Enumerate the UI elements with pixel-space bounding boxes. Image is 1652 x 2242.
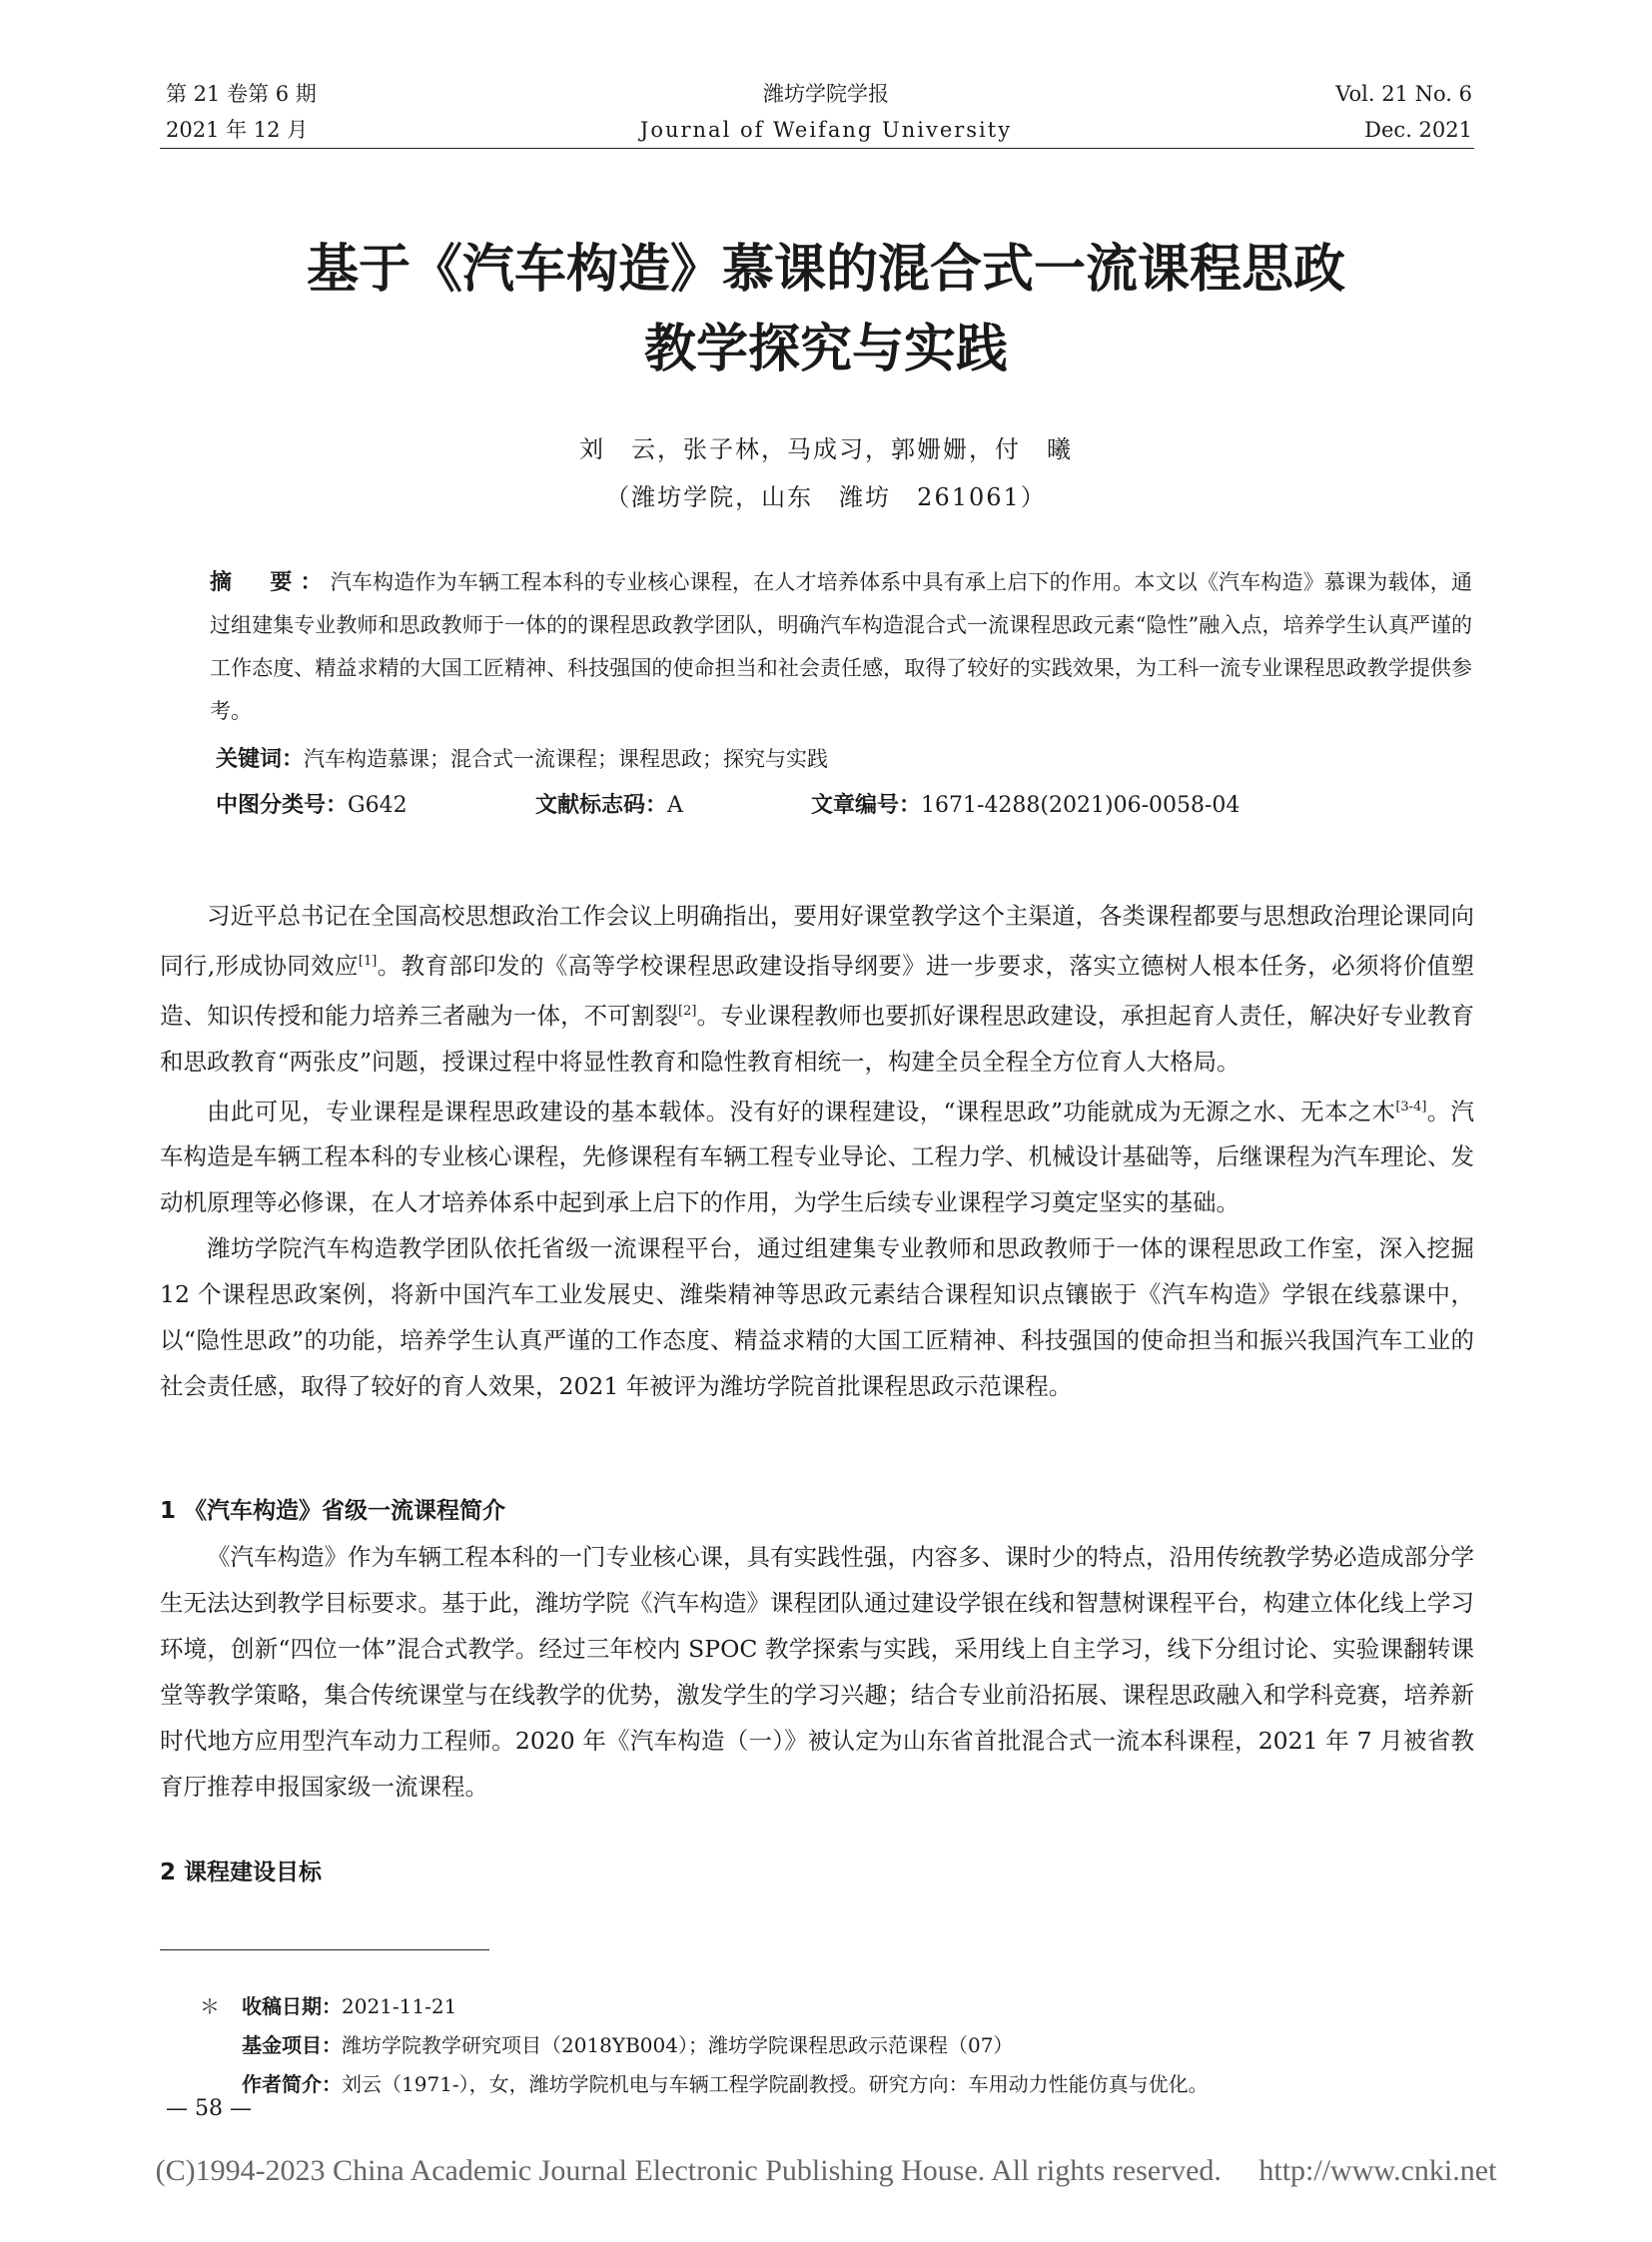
author-label: 作者简介：	[242, 2072, 342, 2096]
body-section-1	[160, 1534, 1474, 1810]
article-label: 文章编号：	[811, 793, 922, 818]
paragraph-2-b: 。汽车构造是车辆工程本科的专业核心课程，先修课程有车辆工程专业导论、工程力学、机械设计基础等，后继课程为汽车理论、发动机原理等必修课，在人才培养体系中起到承上启下的作用，为学生后续专业课程学习奠定坚实的基础。	[160, 1097, 1475, 1217]
keywords-label: 关键词：	[216, 747, 305, 772]
title-line-2: 教学探究与实践	[643, 320, 1008, 379]
journal-name-cn: 潍坊学院学报	[763, 82, 889, 106]
clc-value: G642	[348, 793, 408, 818]
classification-line	[216, 786, 1474, 826]
copyright-watermark: (C)1994-2023 China Academic Journal Electronic Publishing House. All rights reserved. http://www.cnki.net	[155, 2154, 1497, 2187]
section-1-heading: 1 《汽车构造》省级一流课程简介	[160, 1498, 506, 1524]
abstract	[210, 561, 1472, 733]
title-line-1: 基于《汽车构造》慕课的混合式一流课程思政	[306, 240, 1345, 300]
paragraph-1-b: 。教育部印发的《高等学校课程思政建设指导纲要》进一步要求，落实立德树人根本任务，必须将价值塑造、知识传授和能力培养三者融为一体，不可割裂	[160, 951, 1474, 1030]
citation-2: [2]	[678, 1003, 697, 1019]
abstract-text: 汽车构造作为车辆工程本科的专业核心课程，在人才培养体系中具有承上启下的作用。本文以《汽车构造》慕课为载体，通过组建集专业教师和思政教师于一体的的课程思政教学团队，明确汽车构造混合式一流课程思政元素“隐性”融入点，培养学生认真严谨的工作态度、精益求精的大国工匠精神、科技强国的使命担当和社会责任感，取得了较好的实践效果，为工科一流专业课程思政教学提供参考。	[210, 570, 1472, 723]
footnote-received	[200, 1987, 1474, 2026]
fund-label: 基金项目：	[242, 2033, 342, 2057]
document-code	[535, 786, 811, 826]
keywords	[216, 739, 1472, 780]
clc-label: 中图分类号：	[216, 793, 349, 818]
received-label: 收稿日期：	[242, 1994, 342, 2018]
doc-label: 文献标志码：	[535, 793, 668, 818]
clc-code	[216, 786, 535, 826]
footnote-rule	[160, 1949, 489, 1950]
issue-date-en: Dec. 2021	[1364, 118, 1472, 142]
paragraph-2	[160, 1085, 1474, 1226]
citation-3-4: [3-4]	[1395, 1099, 1427, 1115]
body-intro	[160, 893, 1474, 1409]
issue-date: 2021 年 12 月	[166, 118, 309, 142]
paragraph-1	[160, 893, 1474, 1085]
keywords-text: 汽车构造慕课；混合式一流课程；课程思政；探究与实践	[304, 747, 829, 771]
author-value: 刘云（1971-），女，潍坊学院机电与车辆工程学院副教授。研究方向：车用动力性能仿真与优化。	[342, 2072, 1209, 2096]
paragraph-3: 潍坊学院汽车构造教学团队依托省级一流课程平台，通过组建集专业教师和思政教师于一体的课程思政工作室，深入挖掘 12 个课程思政案例，将新中国汽车工业发展史、潍柴精神等思政元素结合课程知识点镶嵌于《汽车构造》学银在线慕课中，以“隐性思政”的功能，培养学生认真严谨的工作态度、精益求精的大国工匠精神、科技强国的使命担当和振兴我国汽车工业的社会责任感，取得了较好的育人效果，2021 年被评为潍坊学院首批课程思政示范课程。	[160, 1234, 1474, 1401]
journal-volume-en	[1335, 76, 1472, 148]
footnote-fund	[242, 2026, 1474, 2065]
received-value: 2021-11-21	[342, 1994, 457, 2018]
section-2-heading: 2 课程建设目标	[160, 1860, 323, 1885]
volume-issue: 第 21 卷第 6 期	[166, 82, 317, 106]
author-affiliation: （潍坊学院，山东 潍坊 261061）	[605, 483, 1047, 511]
paragraph-1-c: 。专业课程教师也要抓好课程思政建设，承担起育人责任，解决好专业教育和思政教育“两张皮”问题，授课过程中将显性教育和隐性教育相统一，构建全员全程全方位育人大格局。	[160, 1001, 1474, 1076]
author-block	[0, 425, 1652, 521]
abstract-label: 摘 要：	[210, 570, 331, 595]
paper-title	[0, 230, 1652, 389]
paragraph-4: 《汽车构造》作为车辆工程本科的一门专业核心课，具有实践性强，内容多、课时少的特点，沿用传统教学势必造成部分学生无法达到教学目标要求。基于此，潍坊学院《汽车构造》课程团队通过建设学银在线和智慧树课程平台，构建立体化线上学习环境，创新“四位一体”混合式教学。经过三年校内 SPOC 教学探索与实践，采用线上自主学习，线下分组讨论、实验课翻转课堂等教学策略，集合传统课堂与在线教学的优势，激发学生的学习兴趣；结合专业前沿拓展、课程思政融入和学科竞赛，培养新时代地方应用型汽车动力工程师。2020 年《汽车构造（一）》被认定为山东省首批混合式一流本科课程，2021 年 7 月被省教育厅推荐申报国家级一流课程。	[160, 1543, 1474, 1801]
page-number: — 58 —	[166, 2096, 252, 2121]
fund-value: 潍坊学院教学研究项目（2018YB004）；潍坊学院课程思政示范课程（07）	[342, 2033, 1014, 2057]
volume-issue-en: Vol. 21 No. 6	[1335, 82, 1472, 106]
paragraph-2-a: 由此可见，专业课程是课程思政建设的基本载体。没有好的课程建设，“课程思政”功能就成为无源之水、无本之木	[207, 1097, 1396, 1125]
paragraph-1-a: 习近平总书记在全国高校思想政治工作会议上明确指出，要用好课堂教学这个主渠道，各类课程都要与思想政治理论课同向同行,形成协同效应	[160, 902, 1474, 980]
journal-name-en: Journal of Weifang University	[639, 118, 1013, 142]
doc-value: A	[667, 793, 683, 818]
author-names: 刘 云，张子林，马成习，郭姗姗，付 曦	[579, 435, 1073, 463]
article-number	[811, 786, 1239, 826]
footnote-author	[242, 2065, 1474, 2104]
article-value: 1671-4288(2021)06-0058-04	[921, 793, 1240, 818]
footnote-star: ＊	[200, 1994, 220, 2018]
header-rule	[160, 148, 1474, 149]
citation-1: [1]	[358, 954, 378, 969]
